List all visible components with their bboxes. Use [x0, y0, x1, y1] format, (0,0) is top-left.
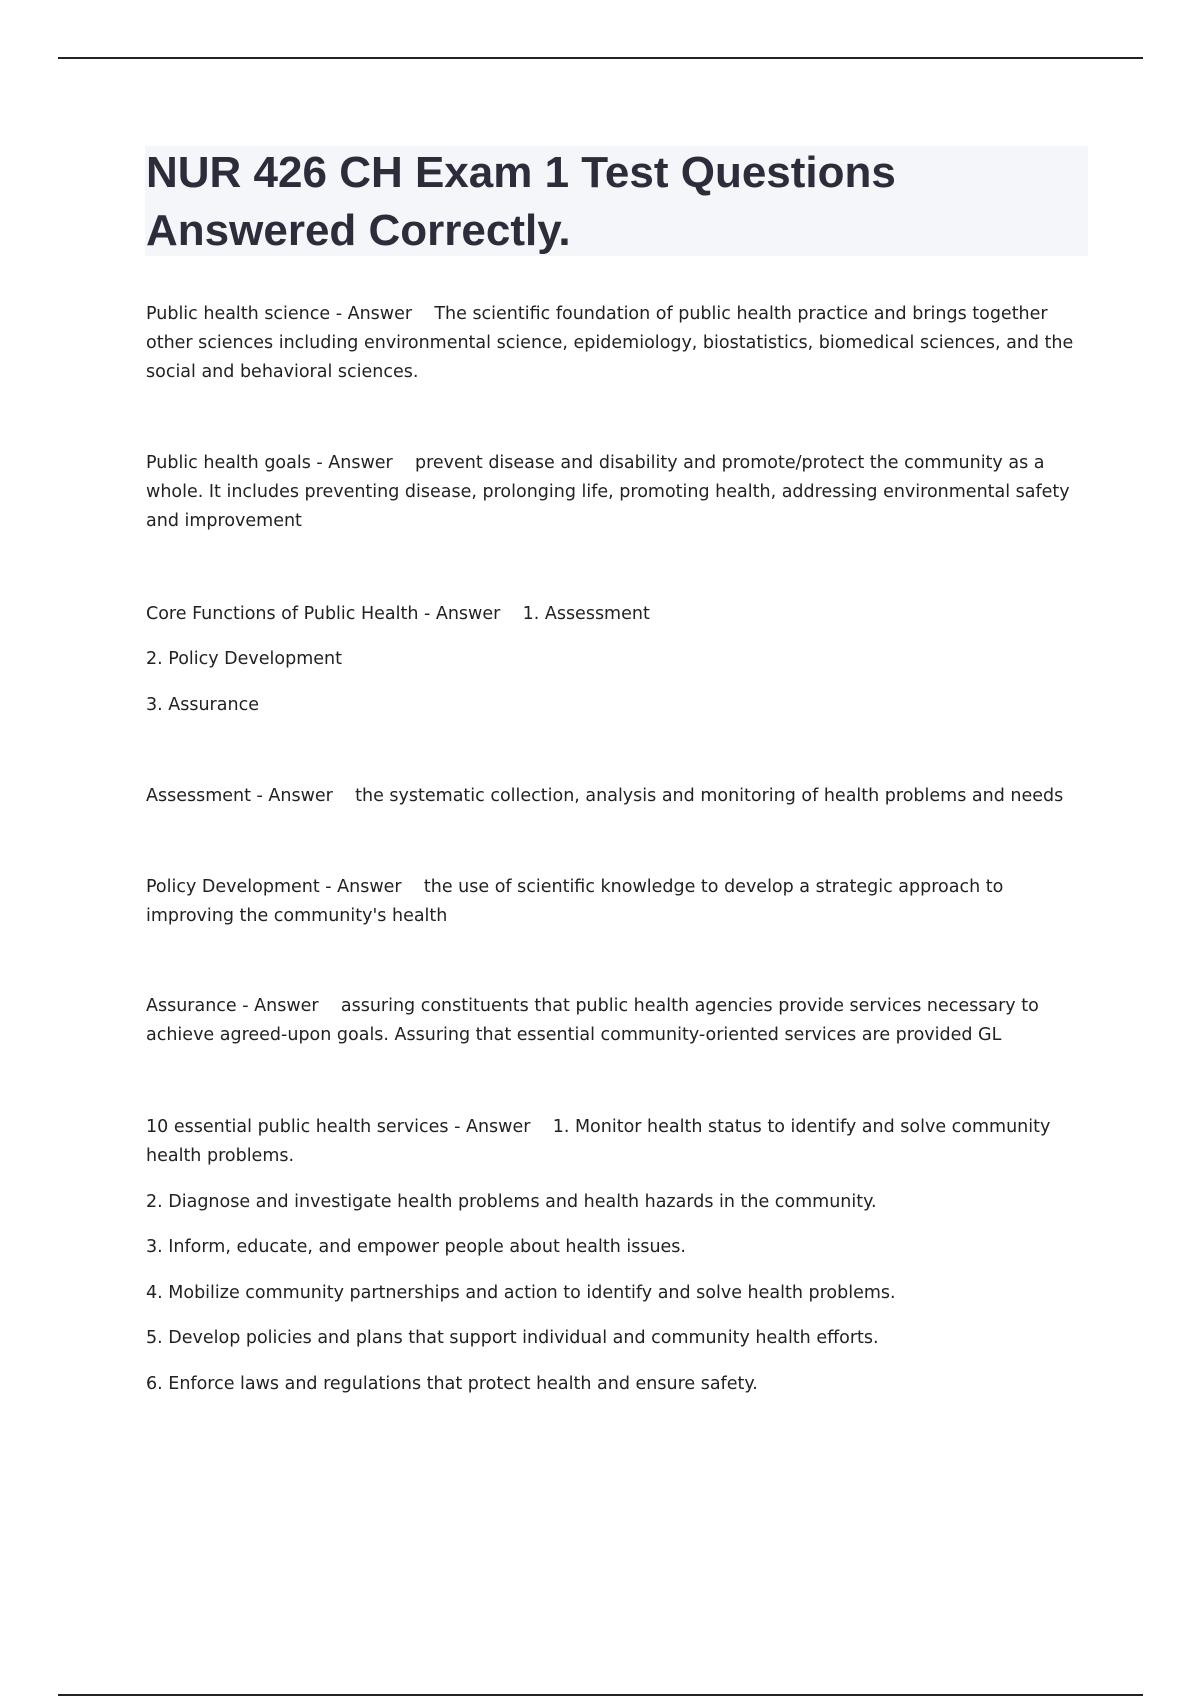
qa-entry	[146, 782, 1091, 811]
entry-term: Assurance - Answer	[146, 996, 319, 1016]
list-item: 3. Assurance	[146, 695, 259, 715]
entry-term: Assessment - Answer	[146, 786, 333, 806]
entry-term: Public health science - Answer	[146, 304, 413, 324]
qa-entry	[146, 1113, 1091, 1171]
list-item: 4. Mobilize community partnerships and action to identify and solve health problems.	[146, 1283, 896, 1303]
entry-term: 10 essential public health services - Answer	[146, 1117, 531, 1137]
list-item: 2. Diagnose and investigate health problems and health hazards in the community.	[146, 1192, 877, 1212]
list-item: 2. Policy Development	[146, 649, 342, 669]
entry-answer: assuring constituents that public health agencies provide services necessary to achieve agreed-upon goals. Assuring that essential community-oriented services are provided GL	[146, 996, 1039, 1045]
qa-entry	[146, 600, 1091, 629]
entry-answer: the use of scientific knowledge to develop a strategic approach to improving the community's health	[146, 877, 1004, 926]
list-item: 5. Develop policies and plans that support individual and community health efforts.	[146, 1328, 879, 1348]
entry-answer: prevent disease and disability and promote/protect the community as a whole. It includes preventing disease, prolonging life, promoting health, addressing environmental safety and improvement	[146, 453, 1070, 531]
list-item: 6. Enforce laws and regulations that protect health and ensure safety.	[146, 1374, 758, 1394]
qa-entry	[146, 873, 1091, 931]
entry-answer: The scientific foundation of public health practice and brings together other sciences including environmental science, epidemiology, biostatistics, biomedical sciences, and the social and behavioral sciences.	[146, 304, 1074, 382]
top-rule	[58, 57, 1143, 59]
entry-term: Policy Development - Answer	[146, 877, 402, 897]
entry-answer: the systematic collection, analysis and monitoring of health problems and needs	[355, 786, 1064, 806]
entry-answer: 1. Monitor health status to identify and solve community health problems.	[146, 1117, 1051, 1166]
bottom-rule	[58, 1694, 1143, 1696]
qa-entry	[146, 300, 1091, 387]
list-item: 3. Inform, educate, and empower people about health issues.	[146, 1237, 686, 1257]
entry-term: Core Functions of Public Health - Answer	[146, 604, 501, 624]
document-title: NUR 426 CH Exam 1 Test Questions Answered Correctly.	[146, 148, 896, 255]
qa-entry	[146, 992, 1091, 1050]
entry-answer: 1. Assessment	[522, 604, 650, 624]
entry-term: Public health goals - Answer	[146, 453, 393, 473]
qa-entry	[146, 449, 1091, 536]
